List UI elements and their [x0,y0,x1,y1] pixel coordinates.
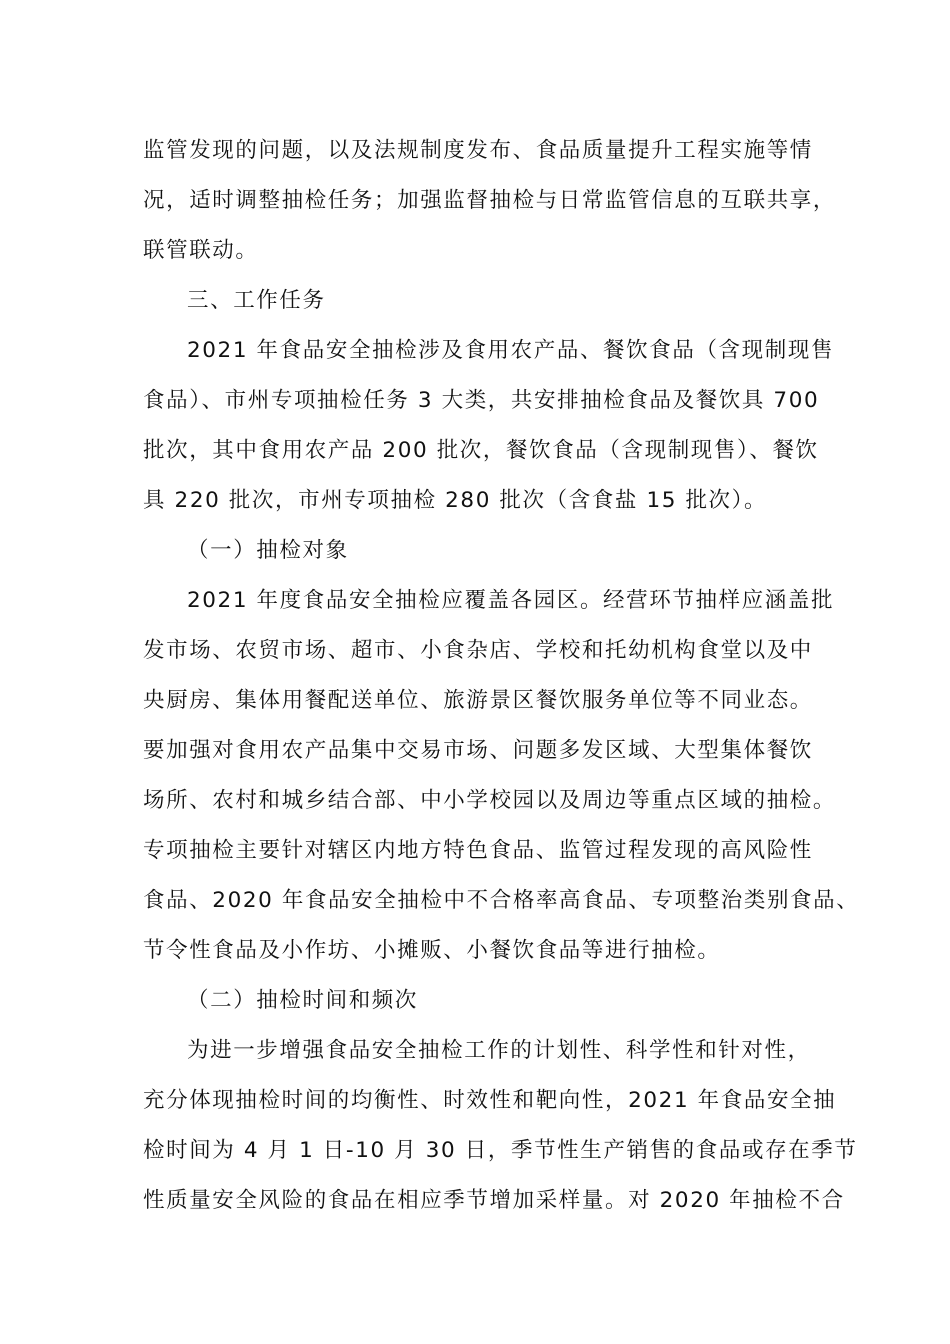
text-line: 批次，其中食用农产品 200 批次，餐饮食品（含现制现售）、餐饮 [143,438,819,463]
text-line: 监管发现的问题，以及法规制度发布、食品质量提升工程实施等情 [143,138,813,163]
text-line: 2021 年食品安全抽检涉及食用农产品、餐饮食品（含现制现售 [187,338,835,363]
text-line: 2021 年度食品安全抽检应覆盖各园区。经营环节抽样应涵盖批 [187,588,835,613]
text-line: 发市场、农贸市场、超市、小食杂店、学校和托幼机构食堂以及中 [143,638,813,663]
text-line: 食品）、市州专项抽检任务 3 大类，共安排抽检食品及餐饮具 700 [143,388,820,413]
text-line: 场所、农村和城乡结合部、中小学校园以及周边等重点区域的抽检。 [143,788,837,813]
text-line: 具 220 批次，市州专项抽检 280 批次（含食盐 15 批次）。 [143,488,768,513]
text-line: 联管联动。 [143,238,259,263]
subsection-heading: （二）抽检时间和频次 [187,988,419,1013]
text-line: 为进一步增强食品安全抽检工作的计划性、科学性和针对性， [187,1038,811,1063]
text-line: 节令性食品及小作坊、小摊贩、小餐饮食品等进行抽检。 [143,938,721,963]
text-line: 况，适时调整抽检任务；加强监督抽检与日常监管信息的互联共享， [143,188,837,213]
text-line: 充分体现抽检时间的均衡性、时效性和靶向性，2021 年食品安全抽 [143,1088,837,1113]
section-heading: 三、工作任务 [187,288,326,313]
text-line: 检时间为 4 月 1 日-10 月 30 日，季节性生产销售的食品或存在季节 [143,1138,858,1163]
text-line: 要加强对食用农产品集中交易市场、问题多发区域、大型集体餐饮 [143,738,813,763]
subsection-heading: （一）抽检对象 [187,538,349,563]
text-line: 专项抽检主要针对辖区内地方特色食品、监管过程发现的高风险性 [143,838,813,863]
text-line: 央厨房、集体用餐配送单位、旅游景区餐饮服务单位等不同业态。 [143,688,813,713]
text-line: 食品、2020 年食品安全抽检中不合格率高食品、专项整治类别食品、 [143,888,860,913]
text-line: 性质量安全风险的食品在相应季节增加采样量。对 2020 年抽检不合 [143,1188,845,1213]
